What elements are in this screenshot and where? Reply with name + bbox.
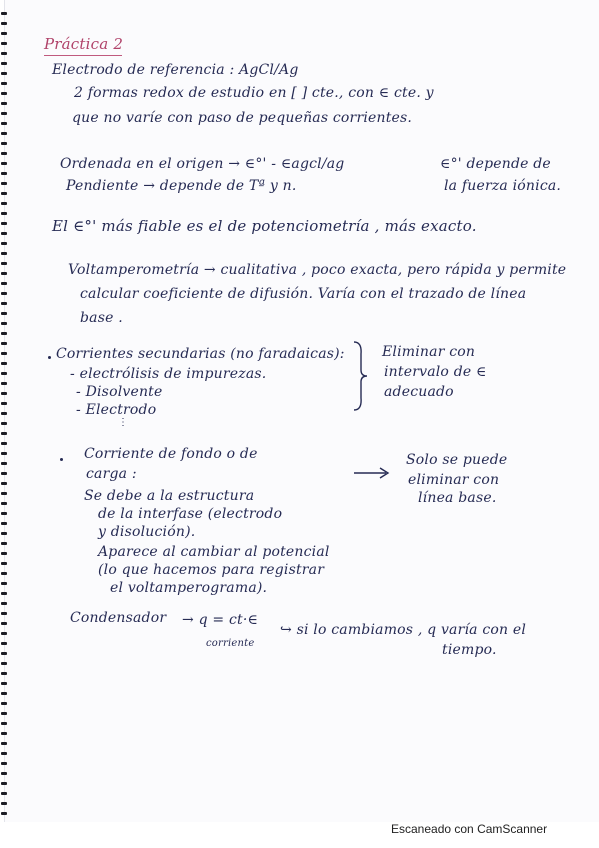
spiral-hole bbox=[1, 752, 7, 755]
spiral-hole bbox=[1, 702, 7, 705]
note-line-only: Solo se puede bbox=[406, 452, 508, 468]
spiral-hole bbox=[1, 482, 7, 485]
spiral-hole bbox=[1, 462, 7, 465]
page-title: Práctica 2 bbox=[44, 35, 124, 53]
spiral-hole bbox=[1, 612, 7, 615]
note-line-dissolution: y disolución). bbox=[98, 524, 196, 540]
note-line-if-changed: ↪ si lo cambiamos , q varía con el bbox=[280, 622, 527, 638]
note-line-charge: carga : bbox=[86, 466, 137, 482]
note-line-base: base . bbox=[80, 310, 123, 326]
spiral-hole bbox=[1, 432, 7, 435]
spiral-hole bbox=[1, 222, 7, 225]
spiral-hole bbox=[1, 182, 7, 185]
spiral-hole bbox=[1, 402, 7, 405]
spiral-hole bbox=[1, 572, 7, 575]
spiral-hole bbox=[1, 512, 7, 515]
spiral-hole bbox=[1, 292, 7, 295]
spiral-hole bbox=[1, 322, 7, 325]
spiral-hole bbox=[1, 692, 7, 695]
spiral-hole bbox=[1, 412, 7, 415]
spiral-hole bbox=[1, 12, 7, 15]
spiral-hole bbox=[1, 62, 7, 65]
spiral-hole bbox=[1, 392, 7, 395]
spiral-hole bbox=[1, 802, 7, 805]
note-line-solvent: - Disolvente bbox=[76, 384, 163, 400]
spiral-hole bbox=[1, 142, 7, 145]
note-line-background-current: Corriente de fondo o de bbox=[84, 446, 258, 462]
spiral-hole bbox=[1, 422, 7, 425]
spiral-hole bbox=[1, 252, 7, 255]
note-line-redox-forms: 2 formas redox de estudio en [ ] cte., con ∈ cte. y bbox=[74, 85, 434, 101]
note-line-register: (lo que hacemos para registrar bbox=[98, 562, 325, 578]
spiral-hole bbox=[1, 112, 7, 115]
spiral-hole bbox=[1, 662, 7, 665]
spiral-hole bbox=[1, 382, 7, 385]
spiral-hole bbox=[1, 742, 7, 745]
note-line-small-currents: que no varíe con paso de pequeñas corrientes. bbox=[72, 110, 413, 126]
spiral-hole bbox=[1, 682, 7, 685]
title-underline bbox=[44, 55, 122, 56]
note-line-voltammogram: el voltamperograma). bbox=[110, 580, 268, 596]
note-line-appears: Aparece al cambiar al potencial bbox=[98, 544, 330, 560]
spiral-hole bbox=[1, 632, 7, 635]
spiral-hole bbox=[1, 622, 7, 625]
scanner-watermark: Escaneado con CamScanner bbox=[391, 822, 548, 836]
note-line-current-label: corriente bbox=[206, 638, 255, 649]
note-line-charge-equation: → q = ct·∈ bbox=[182, 612, 259, 628]
spiral-hole bbox=[1, 282, 7, 285]
vertical-dots: ⋮ bbox=[118, 417, 128, 428]
spiral-hole bbox=[1, 302, 7, 305]
spiral-hole bbox=[1, 472, 7, 475]
spiral-hole bbox=[1, 332, 7, 335]
spiral-hole bbox=[1, 312, 7, 315]
spiral-hole bbox=[1, 82, 7, 85]
spiral-hole bbox=[1, 772, 7, 775]
spiral-hole bbox=[1, 722, 7, 725]
spiral-hole bbox=[1, 672, 7, 675]
spiral-hole bbox=[1, 542, 7, 545]
spiral-hole bbox=[1, 652, 7, 655]
spiral-hole bbox=[1, 192, 7, 195]
spiral-hole bbox=[1, 272, 7, 275]
note-line-adequate: adecuado bbox=[384, 384, 454, 400]
note-line-reference-electrode: Electrodo de referencia : AgCl/Ag bbox=[52, 62, 299, 78]
spiral-hole bbox=[1, 782, 7, 785]
note-line-eliminate: Eliminar con bbox=[382, 344, 476, 360]
spiral-hole bbox=[1, 592, 7, 595]
spiral-hole bbox=[1, 212, 7, 215]
spiral-hole bbox=[1, 202, 7, 205]
note-line-interface: de la interfase (electrodo bbox=[98, 506, 283, 522]
note-line-voltammetry: Voltamperometría → cualitativa , poco exacta, pero rápida y permite bbox=[68, 262, 567, 278]
note-line-structure: Se debe a la estructura bbox=[84, 488, 255, 504]
spiral-hole bbox=[1, 492, 7, 495]
spiral-hole bbox=[1, 582, 7, 585]
spiral-hole bbox=[1, 732, 7, 735]
spiral-hole bbox=[1, 262, 7, 265]
spiral-hole bbox=[1, 372, 7, 375]
spiral-hole bbox=[1, 242, 7, 245]
note-line-diffusion: calcular coeficiente de difusión. Varía con el trazado de línea bbox=[80, 286, 527, 302]
note-line-capacitor: Condensador bbox=[70, 610, 167, 626]
spiral-hole bbox=[1, 712, 7, 715]
spiral-hole bbox=[1, 532, 7, 535]
spiral-hole bbox=[1, 562, 7, 565]
spiral-hole bbox=[1, 812, 7, 815]
spiral-hole bbox=[1, 172, 7, 175]
spiral-hole bbox=[1, 442, 7, 445]
spiral-hole bbox=[1, 102, 7, 105]
note-line-interval: intervalo de ∈ bbox=[384, 364, 487, 380]
note-line-secondary-currents: Corrientes secundarias (no faradaicas): bbox=[56, 346, 345, 362]
note-line-intercept: Ordenada en el origen → ∈°' - ∈agcl/ag bbox=[60, 156, 345, 172]
note-line-impurities: - electrólisis de impurezas. bbox=[70, 366, 267, 382]
spiral-hole bbox=[1, 762, 7, 765]
spiral-hole bbox=[1, 342, 7, 345]
spiral-hole bbox=[1, 362, 7, 365]
bullet-point bbox=[60, 458, 63, 461]
spiral-hole bbox=[1, 502, 7, 505]
note-line-potentiometry: El ∈°' más fiable es el de potenciometría , más exacto. bbox=[52, 217, 477, 235]
right-arrow-icon bbox=[352, 464, 392, 476]
spiral-hole bbox=[1, 352, 7, 355]
note-line-baseline: línea base. bbox=[418, 490, 497, 506]
note-line-slope: Pendiente → depende de Tª y n. bbox=[66, 178, 297, 194]
bullet-point bbox=[48, 356, 51, 359]
notebook-spiral-binding bbox=[0, 0, 8, 822]
spiral-hole bbox=[1, 642, 7, 645]
spiral-hole bbox=[1, 132, 7, 135]
spiral-hole bbox=[1, 22, 7, 25]
note-line-e0-depends: ∈°' depende de bbox=[440, 156, 551, 172]
spiral-hole bbox=[1, 42, 7, 45]
spiral-hole bbox=[1, 602, 7, 605]
spiral-hole bbox=[1, 232, 7, 235]
spiral-hole bbox=[1, 122, 7, 125]
spiral-hole bbox=[1, 452, 7, 455]
note-line-electrode: - Electrodo bbox=[76, 402, 157, 418]
spiral-hole bbox=[1, 522, 7, 525]
note-line-time: tiempo. bbox=[442, 642, 497, 658]
spiral-hole bbox=[1, 32, 7, 35]
spiral-hole bbox=[1, 72, 7, 75]
note-line-ionic-strength: la fuerza iónica. bbox=[444, 178, 562, 194]
spiral-hole bbox=[1, 92, 7, 95]
curly-brace bbox=[352, 340, 370, 412]
spiral-hole bbox=[1, 792, 7, 795]
spiral-hole bbox=[1, 552, 7, 555]
spiral-hole bbox=[1, 162, 7, 165]
spiral-hole bbox=[1, 52, 7, 55]
note-line-eliminate-base: eliminar con bbox=[408, 472, 500, 488]
spiral-hole bbox=[1, 152, 7, 155]
